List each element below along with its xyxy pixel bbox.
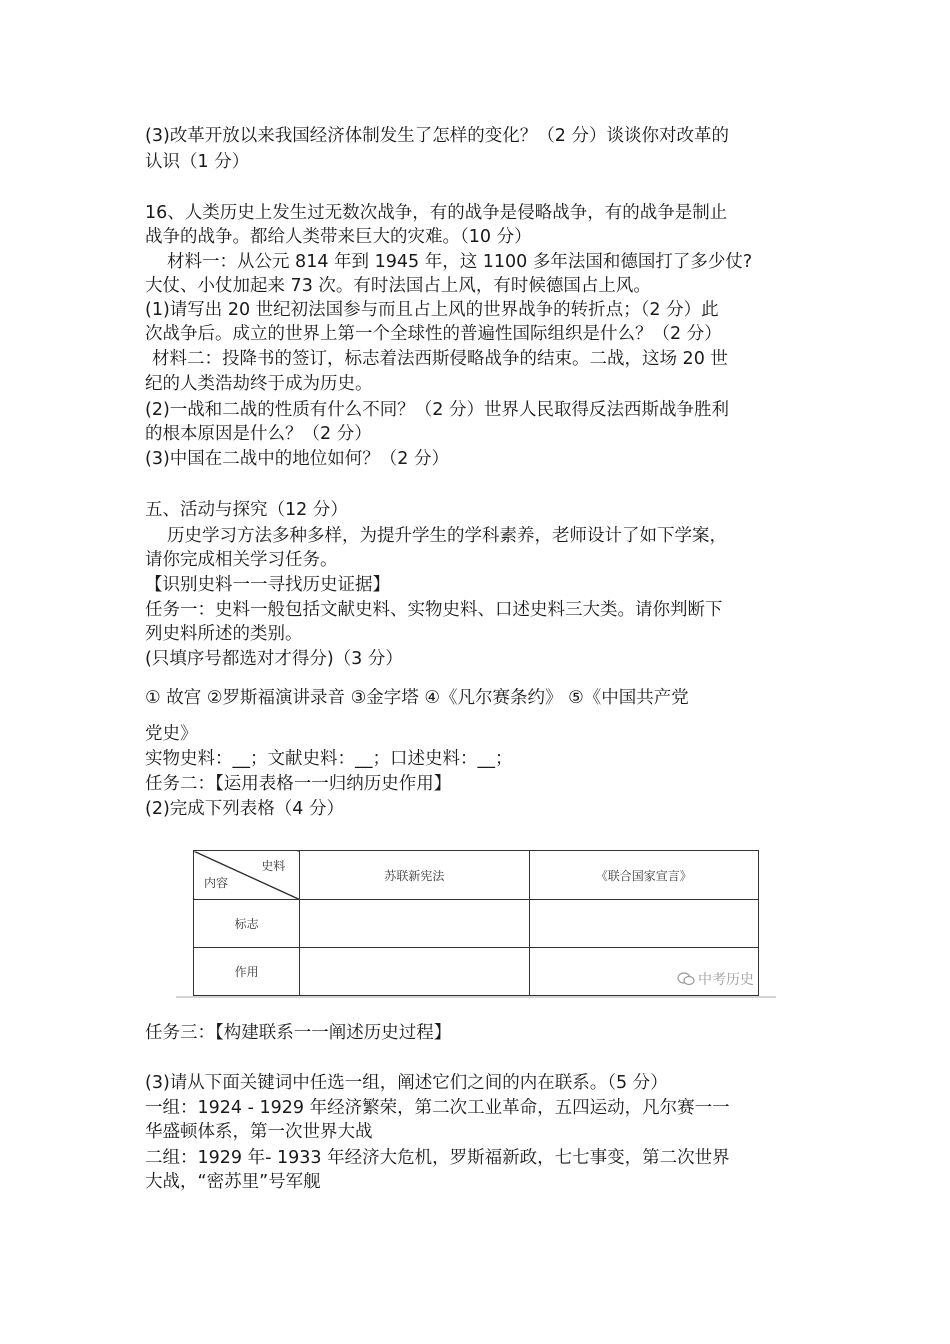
section-5-intro-line-2: 请你完成相关学习任务。 (145, 550, 338, 570)
q16-part2-line-2: 的根本原因是什么？（2 分） (145, 424, 372, 444)
q16-part3-line-1: (3)中国在二战中的地位如何？（2 分） (145, 449, 449, 469)
task-1-line-3: (只填序号都选对才得分)（3 分） (145, 649, 403, 669)
q16-material-2-line-2: 纪的人类浩劫终于成为历史。 (145, 374, 373, 394)
options-line-2: 党史》 (145, 724, 198, 744)
heading-identify-sources: 【识别史料一一寻找历史证据】 (145, 575, 390, 595)
watermark (677, 969, 754, 989)
group-2-line-1: 二组：1929 年- 1933 年经济大危机，罗斯福新政，七七事变，第二次世界 (145, 1148, 730, 1168)
table-cell-sign-soviet[interactable] (300, 900, 529, 948)
task-2-line: (2)完成下列表格（4 分） (145, 799, 344, 819)
table-row-label-sign: 标志 (194, 900, 300, 948)
q16-stem-line-1: 16、人类历史上发生过无数次战争，有的战争是侵略战争，有的战争是制止 (145, 203, 728, 223)
task-1-line-1: 任务一：史料一般包括文献史料、实物史料、口述史料三大类。请你判断下 (145, 600, 723, 620)
group-2-line-2: 大战，“密苏里”号军舰 (145, 1172, 321, 1192)
options-line-1: ① 故宫 ②罗斯福演讲录音 ③金字塔 ④《凡尔赛条约》 ⑤《中国共产党 (145, 688, 689, 708)
table-bottom-rule (176, 996, 776, 998)
section-5-intro-line-1: 历史学习方法多种多样，为提升学生的学科素养，老师设计了如下学案， (167, 526, 727, 546)
q16-part1-line-1: (1)请写出 20 世纪初法国参与而且占上风的世界战争的转折点；（2 分）此 (145, 300, 719, 320)
q16-part2-line-1: (2)一战和二战的性质有什么不同？（2 分）世界人民取得反法西斯战争胜利 (145, 400, 729, 420)
task-3-line: (3)请从下面关键词中任选一组，阐述它们之间的内在联系。（5 分） (145, 1073, 668, 1093)
task-1-line-2: 列史料所述的类别。 (145, 624, 303, 644)
q16-part1-line-2: 次战争后。成立的世界上第一个全球性的普遍性国际组织是什么？（2 分） (145, 324, 722, 344)
summary-table-image (176, 846, 776, 1000)
group-1-line-1: 一组：1924 - 1929 年经济繁荣，第二次工业革命，五四运动，凡尔赛一一 (145, 1098, 730, 1118)
q16-material-1-line-1: 材料一：从公元 814 年到 1945 年，这 1100 多年法国和德国打了多少仗? (167, 252, 753, 272)
q15-part3-line-1: (3)改革开放以来我国经济体制发生了怎样的变化？（2 分）谈谈你对改革的 (145, 126, 729, 146)
section-5-title: 五、活动与探究（12 分） (145, 500, 348, 520)
wechat-icon (677, 972, 695, 986)
answer-blanks-line: 实物史料：__；文献史料：__；口述史料：__； (145, 749, 513, 769)
q15-part3-line-2: 认识（1 分） (145, 152, 250, 172)
table-row-label-effect: 作用 (194, 948, 300, 996)
q16-material-2-line-1: 材料二：投降书的签订，标志着法西斯侵略战争的结束。二战，这场 20 世 (152, 349, 728, 369)
group-1-line-2: 华盛顿体系，第一次世界大战 (145, 1122, 373, 1142)
task-2-heading: 任务二：【运用表格一一归纳历史作用】 (145, 774, 452, 794)
q16-material-1-line-2: 大仗、小仗加起来 73 次。有时法国占上风，有时候德国占上风。 (145, 276, 651, 296)
table-cell-effect-un[interactable] (529, 948, 758, 996)
table-header-un-declaration: 《联合国家宣言》 (529, 851, 758, 900)
table-cell-effect-soviet[interactable] (300, 948, 529, 996)
corner-label-content: 内容 (204, 876, 229, 890)
table-header-soviet-constitution: 苏联新宪法 (300, 851, 529, 900)
task-3-heading: 任务三：【构建联系一一阐述历史过程】 (145, 1023, 452, 1043)
watermark-text: 中考历史 (698, 972, 754, 988)
table-corner-cell (194, 851, 300, 900)
summary-table (193, 850, 759, 996)
corner-label-sources: 史料 (261, 859, 286, 873)
table-cell-sign-un[interactable] (529, 900, 758, 948)
q16-stem-line-2: 战争的战争。都给人类带来巨大的灾难。（10 分） (145, 227, 532, 247)
